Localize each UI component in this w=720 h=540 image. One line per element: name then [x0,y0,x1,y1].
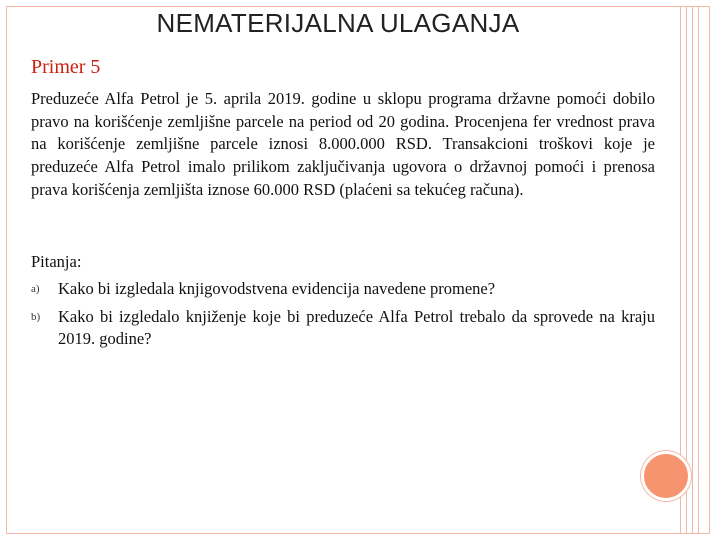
frame-divider [692,6,693,534]
frame-divider [698,6,699,534]
slide-subtitle: Primer 5 [31,56,101,78]
questions-list [31,278,655,356]
slide-frame [6,6,710,534]
questions-label: Pitanja: [31,252,82,271]
question-item [31,306,655,351]
question-marker: b) [31,310,41,323]
question-marker: a) [31,283,40,295]
question-text: Kako bi izgledalo knjiženje koje bi preduzeće Alfa Petrol trebalo da sprovede na kraju 2019. godine? [58,306,655,349]
slide-title: NEMATERIJALNA ULAGANJA [156,8,520,38]
problem-paragraph: Preduzeće Alfa Petrol je 5. aprila 2019. godine u sklopu programa državne pomoći dobilo pravo na korišćenje zemljišne parcele na period od 20 godina. Procenjena fer vrednost prava na korišćenje zemljišne parcele iznosi 8.000.000 RSD. Transakcioni troškovi koje je preduzeće Alfa Petrol imalo prilikom zaključivanja ugovora o državnoj pomoći i prenosa prava korišćenja zemljišta iznose 60.000 RSD (plaćeni sa tekućeg računa). [31,89,655,199]
question-text: Kako bi izgledala knjigovodstvena evidencija navedene promene? [58,279,496,298]
decorative-circle [641,451,691,501]
frame-divider [686,6,687,534]
question-item [31,278,655,301]
